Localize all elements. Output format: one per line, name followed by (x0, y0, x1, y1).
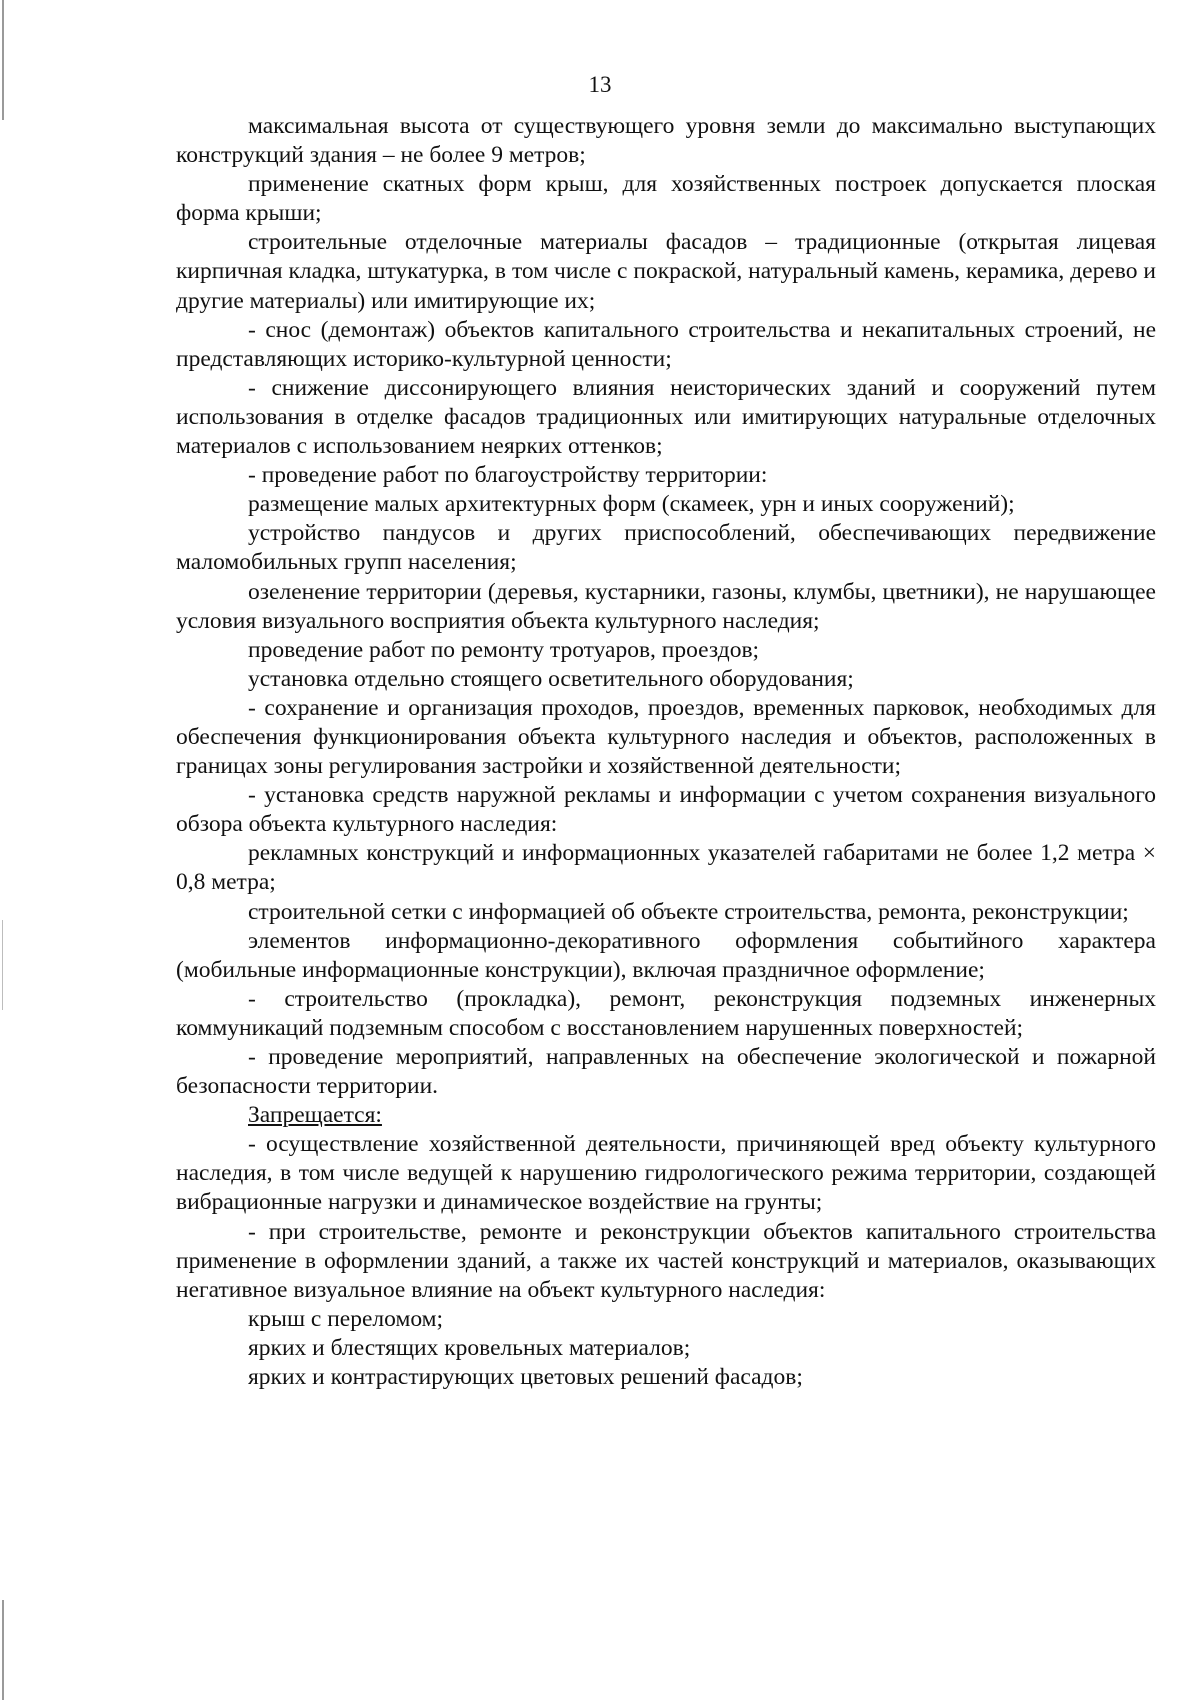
paragraph: элементов информационно-декоративного оформления событийного характера (мобильные информационные конструкции), включая праздничное оформление; (176, 927, 1156, 983)
paragraph: максимальная высота от существующего уровня земли до максимально выступающих конструкций здания – не более 9 метров; (176, 113, 1156, 169)
paragraph: озеленение территории (деревья, кустарники, газоны, клумбы, цветники), не нарушающее условия визуального восприятия объекта культурного наследия; (176, 578, 1156, 634)
paragraph: применение скатных форм крыш, для хозяйственных построек допускается плоская форма крыши; (176, 171, 1156, 227)
section-heading (176, 1101, 1156, 1130)
paragraph: - осуществление хозяйственной деятельности, причиняющей вред объекту культурного наследия, в том числе ведущей к нарушению гидрологического режима территории, создающей вибрационные нагрузки и динамическое воздействие на грунты; (176, 1131, 1156, 1216)
paragraph: - сохранение и организация проходов, проездов, временных парковок, необходимых для обеспечения функционирования объекта культурного наследия и объектов, расположенных в границах зоны регулирования застройки и хозяйственной деятельности; (176, 694, 1156, 780)
paragraph: размещение малых архитектурных форм (скамеек, урн и иных сооружений); (248, 491, 1015, 518)
paragraph: - снос (демонтаж) объектов капитального строительства и некапитальных строений, не представляющих историко-культурной ценности; (176, 316, 1156, 372)
prohibited-heading: Запрещается: (248, 1102, 382, 1129)
scan-edge-mark (2, 0, 4, 120)
paragraph: строительные отделочные материалы фасадов – традиционные (открытая лицевая кирпичная кладка, штукатурка, в том числе с покраской, натуральный камень, керамика, дерево и другие материалы) или имитирующие их; (176, 229, 1156, 314)
paragraph: - установка средств наружной рекламы и информации с учетом сохранения визуального обзора объекта культурного наследия: (176, 782, 1156, 838)
scan-edge-mark (2, 1600, 4, 1700)
paragraph: установка отдельно стоящего осветительного оборудования; (248, 665, 854, 692)
document-body (176, 112, 1156, 1392)
paragraph: - проведение мероприятий, направленных на обеспечение экологической и пожарной безопасности территории. (176, 1044, 1156, 1100)
page-number: 13 (588, 72, 612, 97)
paragraph: ярких и контрастирующих цветовых решений фасадов; (248, 1364, 803, 1391)
scan-edge-mark (2, 920, 3, 1010)
paragraph: рекламных конструкций и информационных указателей габаритами не более 1,2 метра × 0,8 метра; (176, 840, 1156, 896)
paragraph: крыш с переломом; (248, 1305, 444, 1332)
paragraph: - проведение работ по благоустройству территории: (248, 462, 768, 489)
paragraph: ярких и блестящих кровельных материалов; (248, 1334, 691, 1361)
paragraph: устройство пандусов и других приспособлений, обеспечивающих передвижение маломобильных групп населения; (176, 520, 1156, 576)
paragraph: строительной сетки с информацией об объекте строительства, ремонта, реконструкции; (248, 898, 1129, 925)
paragraph: - строительство (прокладка), ремонт, реконструкция подземных инженерных коммуникаций подземным способом с восстановлением нарушенных поверхностей; (176, 985, 1156, 1041)
paragraph: проведение работ по ремонту тротуаров, проездов; (248, 636, 760, 663)
paragraph: - снижение диссонирующего влияния неисторических зданий и сооружений путем использования в отделке фасадов традиционных или имитирующих натуральные отделочных материалов с использованием неярких оттенков; (176, 374, 1156, 460)
paragraph: - при строительстве, ремонте и реконструкции объектов капитального строительства применение в оформлении зданий, а также их частей конструкций и материалов, оказывающих негативное визуальное влияние на объект культурного наследия: (176, 1218, 1156, 1303)
